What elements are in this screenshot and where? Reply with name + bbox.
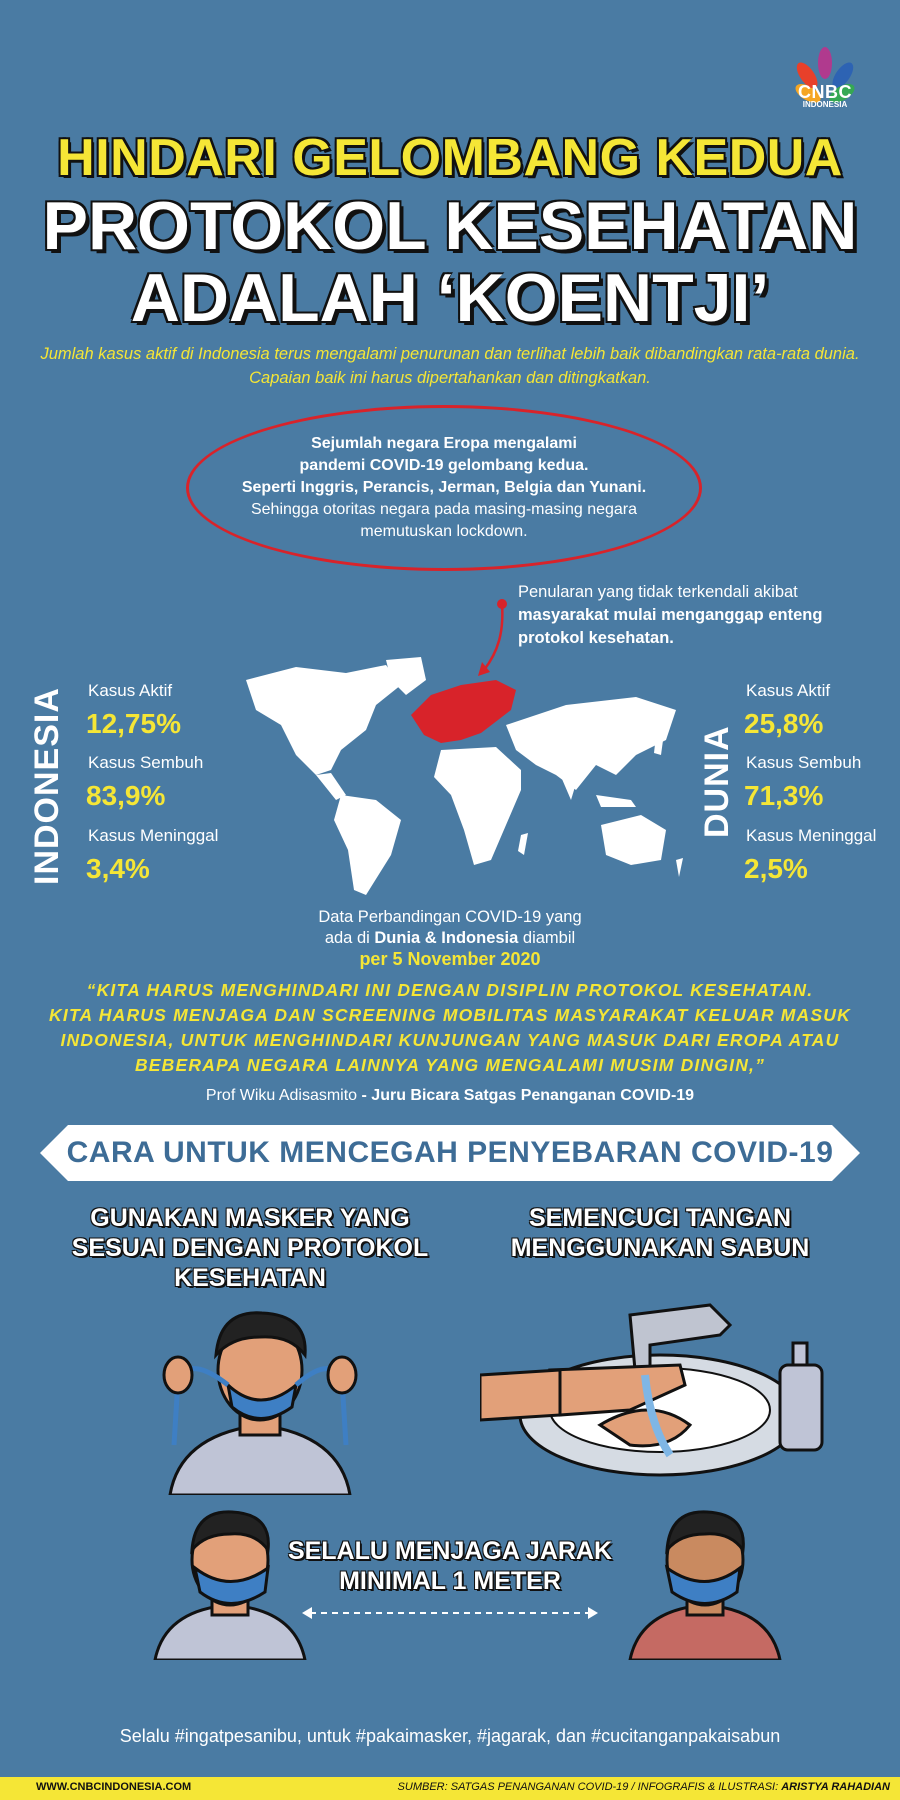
- footer-credit-pre: / INFOGRAFIS & ILUSTRASI:: [628, 1781, 782, 1793]
- indonesia-active-value: 12,75%: [86, 708, 181, 739]
- indonesia-recovered-label: Kasus Sembuh: [88, 753, 204, 772]
- quote-line-3: INDONESIA, UNTUK MENGHINDARI KUNJUNGAN YANG MASUK DARI EROPA ATAU: [60, 1030, 840, 1050]
- map-note-line-2-post: diambil: [518, 929, 576, 947]
- footer-website: WWW.CNBCINDONESIA.COM: [36, 1781, 192, 1793]
- brand-name: CNBC: [798, 82, 852, 102]
- quote-line-2: KITA HARUS MENJAGA DAN SCREENING MOBILITAS MASYARAKAT KELUAR MASUK: [49, 1005, 851, 1025]
- intro-text: Jumlah kasus aktif di Indonesia terus mengalami penurunan dan terlihat lebih baik dibandingkan rata-rata dunia. Capaian baik ini harus dipertahankan dan ditingkatkan.: [40, 345, 860, 387]
- europe-note-line-4: Sehingga otoritas negara pada masing-masing negara: [250, 501, 638, 518]
- tip-mask-line-1: GUNAKAN MASKER YANG: [90, 1204, 410, 1232]
- spread-note-line-2: masyarakat mulai menganggap enteng: [518, 606, 823, 624]
- mask-person-illustration-icon: [150, 1295, 370, 1495]
- tip-wash-line-1: SEMENCUCI TANGAN: [528, 1204, 792, 1232]
- europe-highlight: [411, 680, 516, 743]
- world-death-label: Kasus Meninggal: [746, 826, 877, 845]
- tip-distance-line-1: SELALU MENJAGA JARAK: [287, 1537, 613, 1565]
- europe-note-line-3: Seperti Inggris, Perancis, Jerman, Belgia dan Yunani.: [241, 479, 647, 496]
- map-note-line-1: Data Perbandingan COVID-19 yang: [318, 908, 582, 926]
- footer-source-name: SATGAS PENANGANAN COVID-19: [450, 1781, 629, 1793]
- quote-line-4: BEBERAPA NEGARA LAINNYA YANG MENGALAMI MUSIM DINGIN,”: [134, 1055, 766, 1075]
- footer-credit-name: ARISTYA RAHADIAN: [781, 1781, 890, 1793]
- quote-role: - Juru Bicara Satgas Penanganan COVID-19: [357, 1087, 695, 1104]
- tip-wash: [470, 1203, 850, 1263]
- quote-attribution: [40, 1087, 860, 1105]
- tip-distance: [280, 1536, 620, 1596]
- handwashing-illustration-icon: [480, 1275, 840, 1495]
- indonesia-death-value: 3,4%: [86, 853, 150, 884]
- distance-double-arrow-icon: [300, 1603, 600, 1623]
- map-note-line-2: [250, 928, 650, 949]
- map-note-line-2-bold: Dunia & Indonesia: [374, 929, 519, 947]
- footer-source-pre: SUMBER:: [397, 1781, 451, 1793]
- quote-author: Prof Wiku Adisasmito: [205, 1087, 358, 1104]
- spread-note-line-3: protokol kesehatan.: [518, 629, 674, 647]
- world-map-icon: [236, 655, 696, 900]
- brand-sub: INDONESIA: [802, 100, 848, 109]
- indonesia-active-label: Kasus Aktif: [88, 681, 173, 700]
- world-recovered-label: Kasus Sembuh: [746, 753, 862, 772]
- prevention-heading: CARA UNTUK MENCEGAH PENYEBARAN COVID-19: [66, 1136, 834, 1169]
- title-line-1: HINDARI GELOMBANG KEDUA: [57, 129, 843, 187]
- quote: [40, 978, 860, 1078]
- tip-distance-line-2: MINIMAL 1 METER: [339, 1567, 561, 1595]
- indonesia-label: INDONESIA: [28, 687, 66, 885]
- title-line-2: PROTOKOL KESEHATAN: [42, 188, 858, 264]
- spread-note: [518, 581, 878, 650]
- spread-note-line-1: Penularan yang tidak terkendali akibat: [518, 583, 798, 601]
- world-label: DUNIA: [698, 725, 736, 838]
- map-note: [250, 907, 650, 970]
- europe-note-line-2: pandemi COVID-19 gelombang kedua.: [299, 457, 589, 474]
- europe-note: [200, 433, 688, 543]
- world-death-value: 2,5%: [744, 853, 808, 884]
- quote-line-1: “KITA HARUS MENGHINDARI INI DENGAN DISIPLIN PROTOKOL KESEHATAN.: [86, 980, 814, 1000]
- tip-mask-line-2: SESUAI DENGAN PROTOKOL: [71, 1234, 429, 1262]
- map-note-line-2-pre: ada di: [324, 929, 375, 947]
- world-active-label: Kasus Aktif: [746, 681, 831, 700]
- world-recovered-value: 71,3%: [744, 780, 824, 811]
- world-active-value: 25,8%: [744, 708, 824, 739]
- map-note-date: per 5 November 2020: [359, 949, 541, 969]
- tip-mask: [60, 1203, 440, 1293]
- tip-wash-line-2: MENGGUNAKAN SABUN: [510, 1234, 810, 1262]
- person-right-masked-icon: [625, 1500, 785, 1660]
- europe-note-line-5: memutuskan lockdown.: [360, 523, 528, 540]
- tip-mask-line-3: KESEHATAN: [174, 1264, 326, 1292]
- indonesia-death-label: Kasus Meninggal: [88, 826, 219, 845]
- europe-note-line-1: Sejumlah negara Eropa mengalami: [311, 435, 577, 452]
- indonesia-recovered-value: 83,9%: [86, 780, 166, 811]
- title-line-3: ADALAH ‘KOENTJI’: [130, 260, 770, 336]
- footer-source: [398, 1781, 890, 1793]
- hashtags-text: Selalu #ingatpesanibu, untuk #pakaimasker, #jagarak, dan #cucitanganpakaisabun: [119, 1726, 781, 1746]
